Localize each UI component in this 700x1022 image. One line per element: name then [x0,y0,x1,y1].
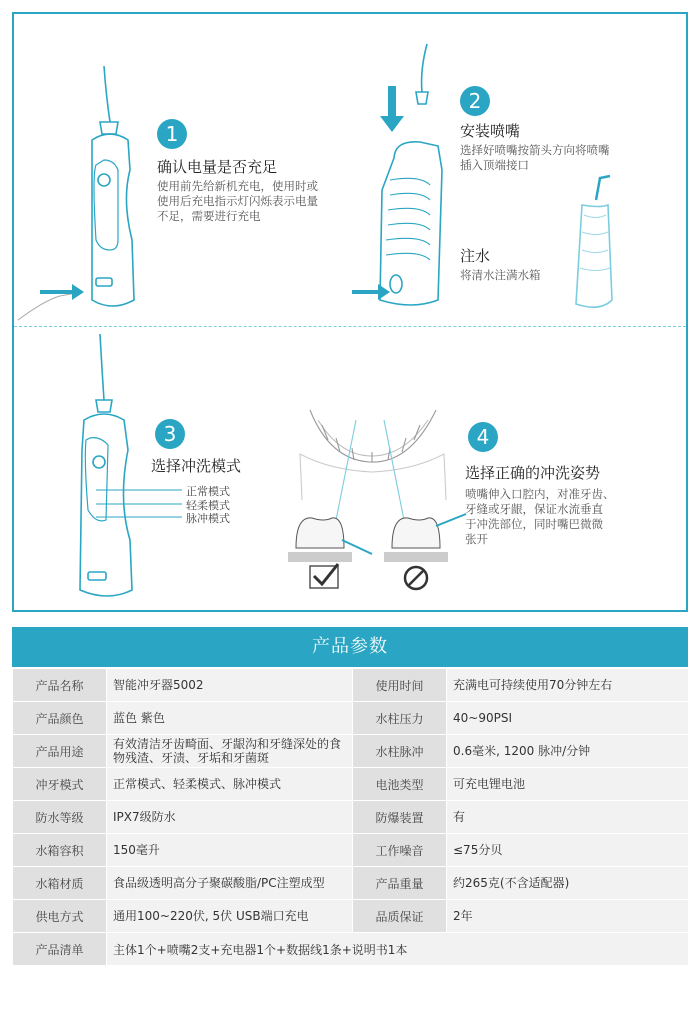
param-label: 产品清单 [13,933,107,966]
param-label: 防爆装置 [353,801,447,834]
param-label: 电池类型 [353,768,447,801]
step-2-badge: 2 [460,86,490,116]
step-4-desc: 喷嘴伸入口腔内，对准牙齿、 牙缝或牙龈，保证水流垂直 于冲洗部位，同时嘴巴微微 张开 [465,487,615,546]
param-value: 可充电锂电池 [447,768,689,801]
param-label: 产品名称 [13,669,107,702]
param-value: 主体1个+喷嘴2支+充电器1个+数据线1条+说明书1本 [107,933,689,966]
params-row [13,900,689,933]
param-label: 水柱脉冲 [353,735,447,768]
param-label: 防水等级 [13,801,107,834]
param-label: 工作噪音 [353,834,447,867]
param-label: 水箱容积 [13,834,107,867]
param-value: 蓝色 紫色 [107,702,353,735]
params-row [13,702,689,735]
params-row [13,768,689,801]
params-table [12,668,689,966]
param-value: 2年 [447,900,689,933]
check-icon [310,564,338,588]
param-label: 品质保证 [353,900,447,933]
param-label: 供电方式 [13,900,107,933]
param-value: 150毫升 [107,834,353,867]
params-row [13,834,689,867]
param-label: 水柱压力 [353,702,447,735]
device-illustration-1 [92,66,134,306]
param-value: 正常模式、轻柔模式、脉冲模式 [107,768,353,801]
param-value: 约265克(不含适配器) [447,867,689,900]
step-2-title: 安装喷嘴 [460,122,521,140]
param-value: 食品级透明高分子聚碳酸脂/PC注塑成型 [107,867,353,900]
param-value: 智能冲牙器5002 [107,669,353,702]
step-2-desc: 选择好喷嘴按箭头方向将喷嘴 插入顶端接口 [460,143,610,172]
mode-gentle: 轻柔模式 [186,499,230,512]
step-3-badge: 3 [155,419,185,449]
params-row [13,867,689,900]
mode-pulse: 脉冲模式 [186,512,230,525]
step-4-title: 选择正确的冲洗姿势 [465,464,601,482]
param-label: 水箱材质 [13,867,107,900]
step-3-title: 选择冲洗模式 [151,457,242,475]
params-row [13,669,689,702]
water-tank-illustration [576,176,612,307]
param-value: ≤75分贝 [447,834,689,867]
params-row-list [13,933,689,966]
param-label: 产品用途 [13,735,107,768]
step-1-desc: 使用前先给新机充电，使用时或 使用后充电指示灯闪烁表示电量 不足，需要进行充电 [157,179,318,223]
param-value: 有 [447,801,689,834]
param-label: 产品颜色 [13,702,107,735]
params-row [13,735,689,768]
param-label: 产品重量 [353,867,447,900]
step-1-title: 确认电量是否充足 [157,158,278,176]
param-label: 使用时间 [353,669,447,702]
mode-normal: 正常模式 [186,485,230,498]
fill-water-desc: 将清水注满水箱 [460,268,541,282]
teeth-illustration [300,410,446,520]
param-value: 充满电可持续使用70分钟左右 [447,669,689,702]
param-value: 0.6毫米, 1200 脉冲/分钟 [447,735,689,768]
step-4-badge: 4 [468,422,498,452]
params-title-bar: 产品参数 [12,627,688,667]
tooth-comparison-illustration [288,514,466,562]
device-illustration-2 [380,44,442,305]
prohibited-icon [405,567,427,589]
fill-water-title: 注水 [460,247,491,265]
param-value: 有效清洁牙齿畸面、牙龈沟和牙缝深处的食物残渣、牙渍、牙垢和牙菌斑 [107,735,353,768]
param-value: IPX7级防水 [107,801,353,834]
param-value: 通用100~220伏, 5伏 USB端口充电 [107,900,353,933]
params-row [13,801,689,834]
step-1-badge: 1 [157,119,187,149]
param-value: 40~90PSI [447,702,689,735]
device-illustration-3 [80,334,132,596]
param-label: 冲牙模式 [13,768,107,801]
